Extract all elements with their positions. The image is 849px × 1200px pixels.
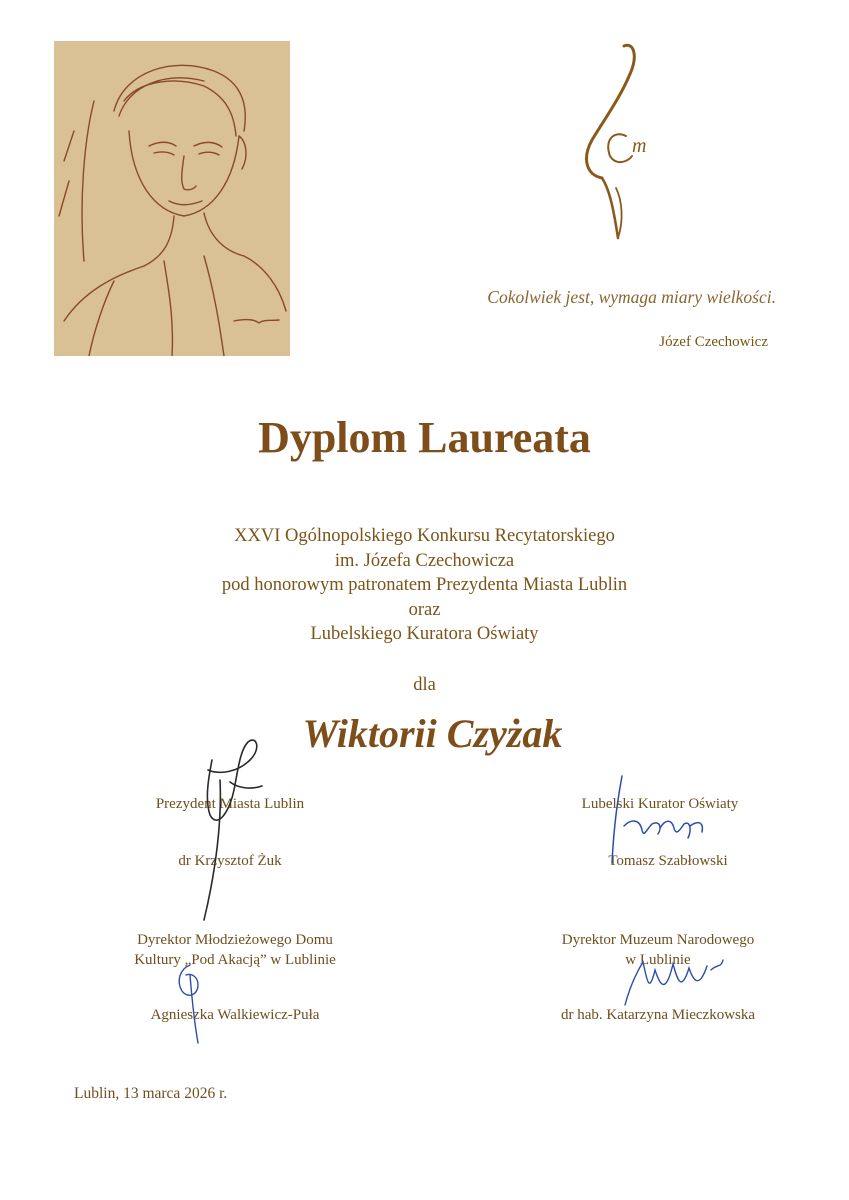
description-line: im. Józefa Czechowicza	[334, 550, 515, 571]
monogram-drawing	[572, 40, 672, 245]
signatory-culture-house-name: Agnieszka Walkiewicz-Puła	[150, 1007, 320, 1023]
description-line: Lubelskiego Kuratora Oświaty	[310, 624, 539, 644]
portrait-drawing	[54, 41, 290, 356]
description-line: XXVI Ogólnopolskiego Konkursu Recytatorskiego	[234, 526, 615, 546]
laureate-name: Wiktorii Czyżak	[302, 711, 563, 756]
signatory-role-line: Lubelski Kurator Oświaty	[581, 796, 739, 812]
motto-quote: Cokolwiek jest, wymaga miary wielkości.	[487, 287, 776, 307]
portrait-sketch	[54, 41, 290, 356]
diploma-title: Dyplom Laureata	[258, 413, 591, 462]
motto-author: Józef Czechowicz	[659, 334, 768, 350]
for-word: dla	[413, 675, 436, 695]
signatory-curator-role	[545, 796, 775, 813]
description-line: oraz	[408, 599, 441, 620]
competition-description	[0, 524, 849, 647]
signatory-role-line: Prezydent Miasta Lublin	[155, 796, 305, 812]
signatory-culture-house-role	[95, 930, 375, 970]
issue-date: Lublin, 13 marca 2026 r.	[74, 1085, 228, 1102]
signatory-role-line: w Lublinie	[625, 952, 691, 968]
svg-text:m: m	[632, 135, 647, 157]
signatory-curator-name: Tomasz Szabłowski	[608, 853, 728, 869]
czechowicz-monogram-logo	[572, 40, 672, 245]
signatory-role-line: Kultury „Pod Akacją” w Lublinie	[134, 952, 336, 968]
signatory-museum-name: dr hab. Katarzyna Mieczkowska	[560, 1007, 756, 1023]
signatory-role-line: Dyrektor Muzeum Narodowego	[561, 932, 755, 948]
signatory-museum-role	[528, 930, 788, 970]
signatory-role-line: Dyrektor Młodzieżowego Domu	[137, 932, 333, 948]
description-line: pod honorowym patronatem Prezydenta Miasta Lublin	[221, 575, 628, 595]
signatory-president-name: dr Krzysztof Żuk	[178, 853, 282, 869]
signatory-president-role	[115, 796, 345, 813]
